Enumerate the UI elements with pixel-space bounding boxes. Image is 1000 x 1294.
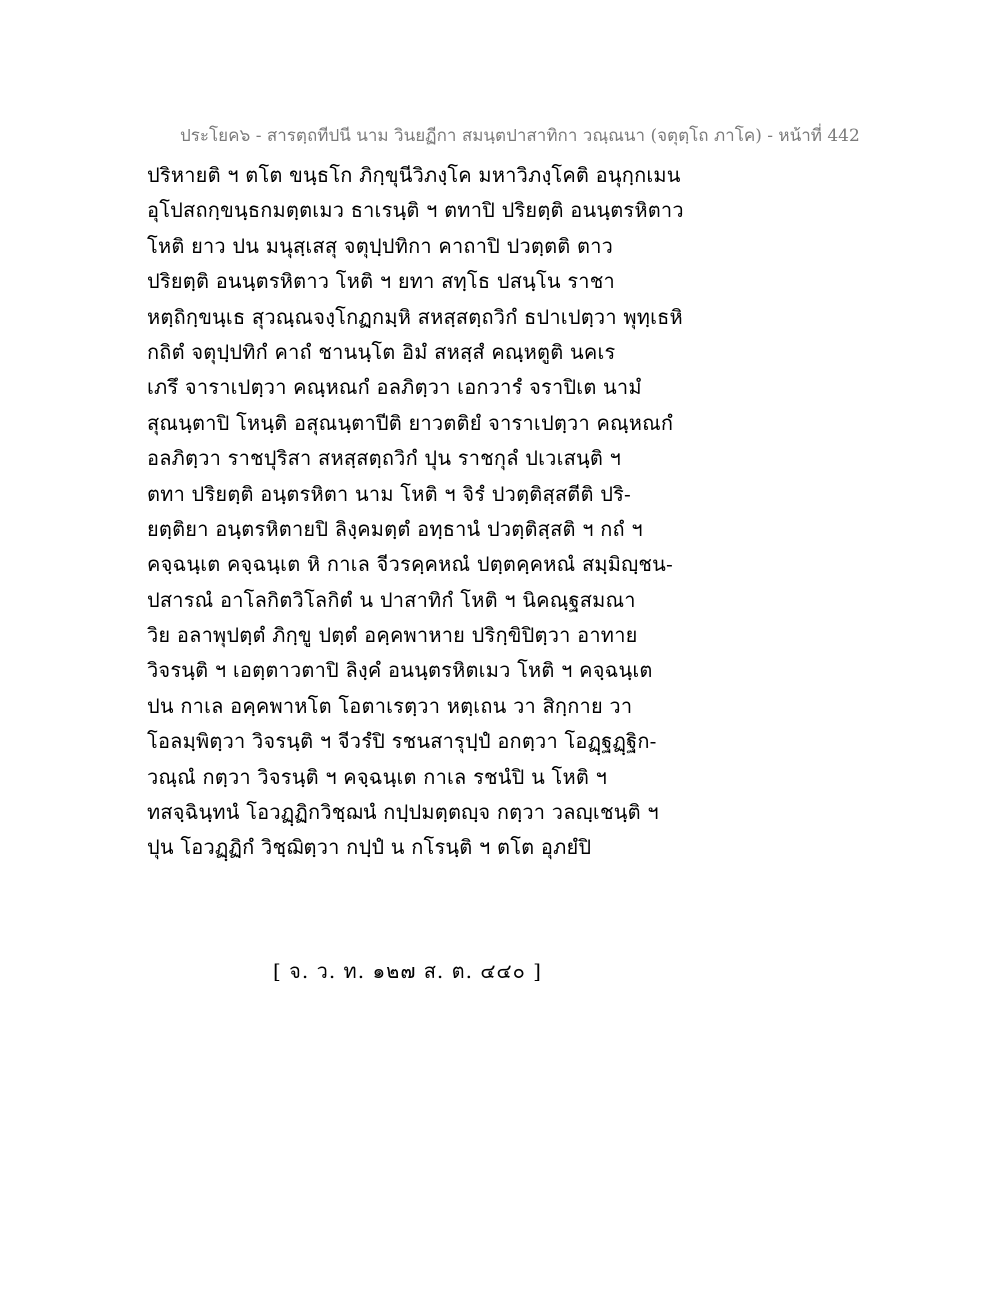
- text-line: ตทา ปริยตฺติ อนฺตรหิตา นาม โหติ ฯ จิรํ ปวตฺติสฺสตีติ ปริ-: [147, 481, 631, 506]
- text-line: ปริหายติ ฯ ตโต ขนฺธโก ภิกฺขุนีวิภงฺโค มหาวิภงฺโคติ อนุกฺกเมน: [147, 163, 681, 187]
- text-line: วณฺณํ กตฺวา วิจรนฺติ ฯ คจฺฉนฺเต กาเล รชนํปิ น โหติ ฯ: [147, 764, 608, 789]
- text-line: อุโปสถกฺขนฺธกมตฺตเมว ธาเรนฺติ ฯ ตทาปิ ปริยตฺติ อนนฺตรหิตาว: [147, 198, 684, 223]
- text-line: สุณนฺตาปิ โหนฺติ อสุณนฺตาปีติ ยาวตติยํ จาราเปตฺวา คณฺหณกํ: [147, 410, 674, 435]
- text-line: อลภิตฺวา ราชปุริสา สหสฺสตฺถวิกํ ปุน ราชกุลํ ปเวเสนฺติ ฯ: [147, 446, 622, 471]
- text-line: ปุน โอวฏฺฏิกํ วิชฺฌิตฺวา กปฺปํ น กโรนฺติ ฯ ตโต อุภยํปิ: [147, 835, 592, 860]
- text-line: โหติ ยาว ปน มนุสฺเสสุ จตุปฺปทิกา คาถาปิ ปวตฺตติ ตาว: [147, 233, 614, 258]
- text-line: โอลมฺพิตฺวา วิจรนฺติ ฯ จีวรํปิ รชนสารุปฺปํ อกตฺวา โอฏฺฐฏฺฐิก-: [147, 729, 657, 754]
- text-line: วิย อลาพุปตฺตํ ภิกฺขู ปตฺตํ อคฺคพาหาย ปริกฺขิปิตฺวา อาทาย: [147, 623, 638, 648]
- text-line: ปริยตฺติ อนนฺตรหิตาว โหติ ฯ ยทา สทฺโธ ปสนฺโน ราชา: [147, 269, 615, 294]
- text-line: คจฺฉนฺเต คจฺฉนฺเต หิ กาเล จีวรคฺคหณํ ปตฺตคฺคหณํ สมฺมิญฺชน-: [147, 552, 673, 577]
- text-line: ปสารณํ อาโลกิตวิโลกิตํ น ปาสาทิกํ โหติ ฯ นิคณฺฐสมณา: [147, 587, 636, 612]
- text-line: หตฺถิกฺขนฺเธ สุวณฺณจงฺโกฏกมฺหิ สหสฺสตฺถวิกํ ธปาเปตฺวา พุทฺเธหิ: [147, 304, 683, 329]
- text-line: วิจรนฺติ ฯ เอตฺตาวตาปิ ลิงฺคํ อนนฺตรหิตเมว โหติ ฯ คจฺฉนฺเต: [147, 658, 653, 683]
- text-line: ปน กาเล อคฺคพาหโต โอตาเรตฺวา หตฺเถน วา สิกฺกาย วา: [147, 693, 633, 718]
- text-line: ทสจฺฉินฺทนํ โอวฏฺฏิกวิชฺฌนํ กปฺปมตฺตญฺจ กตฺวา วลญฺเชนฺติ ฯ: [147, 800, 659, 825]
- body-text: [147, 158, 707, 866]
- text-line: เภรึ จาราเปตฺวา คณฺหณกํ อลภิตฺวา เอกวารํ จราปิเต นามํ: [147, 375, 642, 400]
- text-line: กถิตํ จตุปฺปทิกํ คาถํ ชานนฺโต อิมํ สหสฺสํ คณฺหตูติ นคเร: [147, 339, 616, 364]
- page-header: ประโยค๖ - สารตฺถทีปนี นาม วินยฏีกา สมนฺตปาสาทิกา วณฺณนา (จตุตฺโถ ภาโค) - หน้าที่ 442: [180, 126, 860, 146]
- footnote-reference: [ จ. ว. ท. ๑๒๗ ส. ต. ๔๔๐ ]: [273, 959, 542, 983]
- text-line: ยตฺติยา อนฺตรหิตายปิ ลิงฺคมตฺตํ อทฺธานํ ปวตฺติสฺสติ ฯ กถํ ฯ: [147, 516, 643, 541]
